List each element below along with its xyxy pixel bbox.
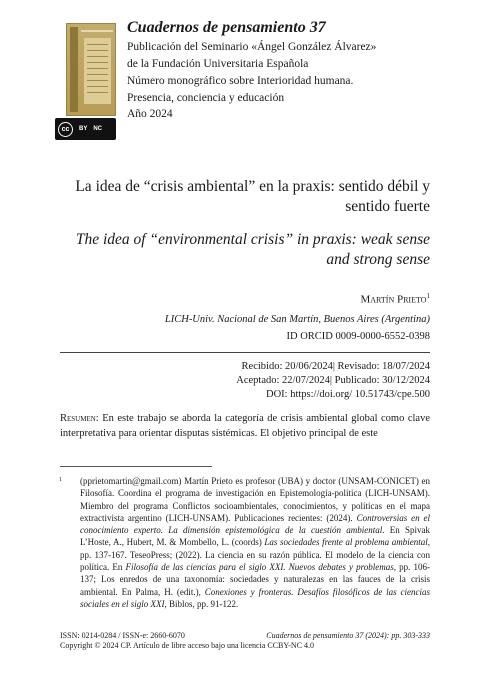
- dates-received-revised: Recibido: 20/06/2024| Revisado: 18/07/2024: [241, 361, 430, 372]
- article-title-en: The idea of “environmental crisis” in praxis: weak sense and strong sense: [75, 231, 430, 268]
- footnote-divider: [60, 466, 212, 467]
- journal-line: Año 2024: [127, 108, 173, 120]
- divider: [60, 352, 430, 353]
- author-orcid: ID ORCID 0009-0000-6552-0398: [286, 331, 430, 342]
- journal-line: de la Fundación Universitaria Española: [127, 58, 309, 70]
- journal-title: Cuadernos de pensamiento 37: [127, 19, 326, 36]
- footnote: 1 (pprietomartin@gmail.com) Martín Prieto es profesor (UBA) y doctor (UNSAM-CONICET) en Filosofía. Coordina el programa de investigación en Epistemología-política (LICH-UNSAM). Miembro del programa Conflictos socioambientales, conocimientos, y políticas en el mapa extractivista argentino (LICH-UNSAM). Publicaciones recientes: (2024). Controversias en el conocimiento experto. La dimensión epistemológica de la cuestión ambiental. En Spivak L’Hoste, A., Hubert, M. & Mombello, L. (coords) Las sociedades frente al problema ambiental, pp. 137-167. TeseoPress; (2022). La ciencia en su razón pública. El modelo de la ciencia con política. En Filosofía de las ciencias para el siglo XXI. Nuevos debates y problemas, pp. 106-137; Los enredos de una taxonomía: sociedades y naturalezas en las fauces de la crisis ambiental. En Palma, H. (edit.), Conexiones y fronteras. Desafíos filosóficos de las ciencias sociales en el siglo XXI, Biblos, pp. 91-122.: [59, 476, 431, 609]
- abstract-text: : En este trabajo se aborda la categoría de crisis ambiental global como clave interpretativa para orientar disputas sistémicas. El objetivo principal de este: [60, 413, 430, 439]
- author-affiliation: LICH-Univ. Nacional de San Martín, Buenos Aires (Argentina): [164, 314, 430, 325]
- license-nc: NC: [93, 126, 103, 132]
- article-title-es: La idea de “crisis ambiental” en la praxis: sentido débil y sentido fuerte: [75, 178, 430, 215]
- footer-issn: ISSN: 0214-0284 / ISSN-e: 2660-6070: [60, 631, 185, 640]
- doi-link[interactable]: DOI: https://doi.org/ 10.51743/cpe.500: [265, 389, 430, 400]
- journal-cover-image: [66, 23, 116, 116]
- footer-journal-ref: Cuadernos de pensamiento 37 (2024): pp. 303-333: [266, 631, 430, 640]
- dates-accepted-published: Aceptado: 22/07/2024| Publicado: 30/12/2024: [236, 375, 430, 386]
- author-footnote-mark: 1: [426, 292, 430, 300]
- footnote-number: 1: [59, 477, 62, 483]
- license-badge: [55, 118, 116, 140]
- footer-copyright: Copyright © 2024 CP. Artículo de libre acceso bajo una licencia CCBY-NC 4.0: [60, 641, 315, 650]
- abstract-label: Resumen: [60, 413, 96, 424]
- journal-line: Número monográfico sobre Interioridad humana.: [127, 75, 354, 87]
- creative-commons-icon: cc: [58, 122, 73, 137]
- journal-line: Publicación del Seminario «Ángel González Álvarez»: [127, 41, 377, 53]
- abstract: [60, 412, 430, 441]
- journal-line: Presencia, conciencia y educación: [127, 92, 285, 104]
- author: [60, 292, 430, 306]
- author-name: Martín Prieto: [360, 293, 427, 306]
- license-by: BY: [79, 126, 88, 132]
